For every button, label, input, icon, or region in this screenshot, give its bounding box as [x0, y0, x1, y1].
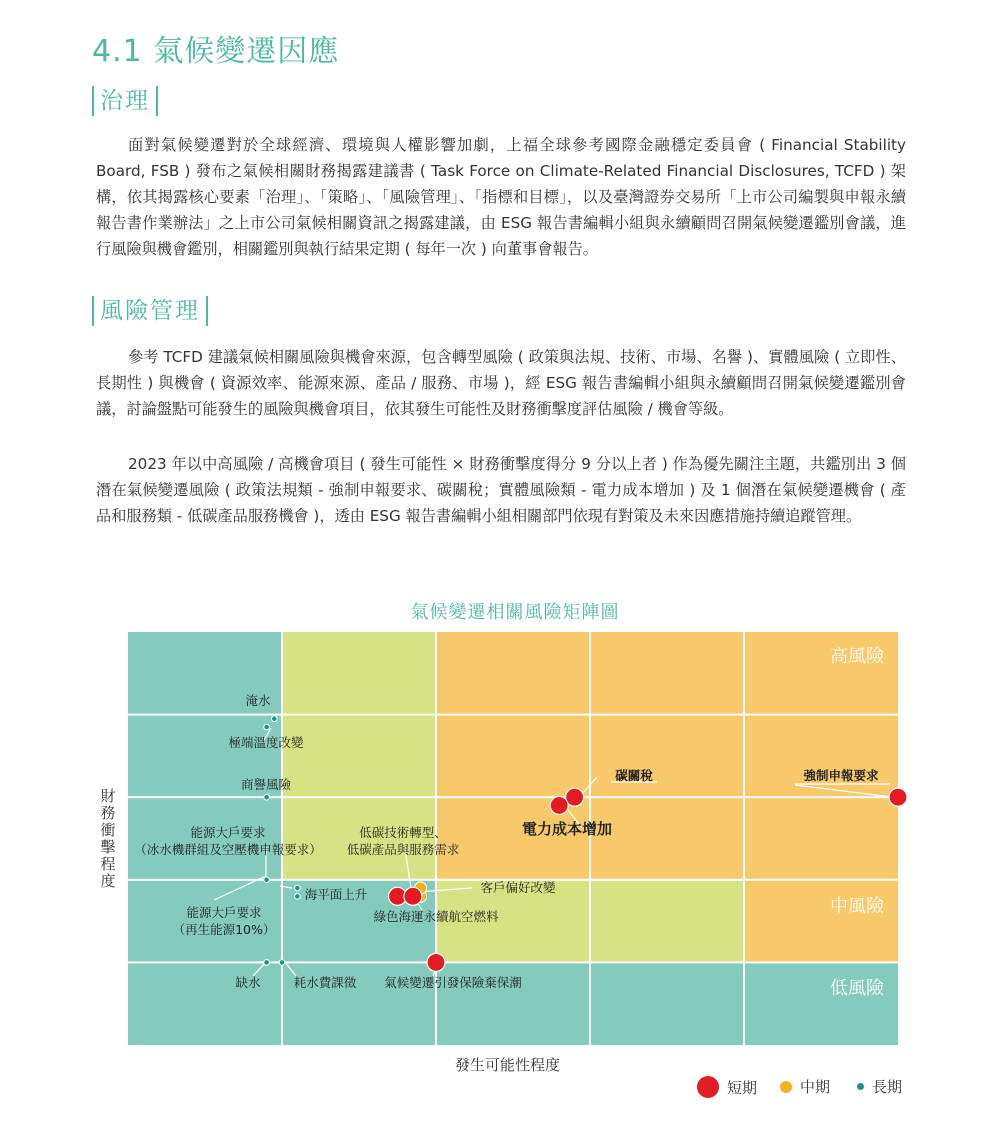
zone-label: 低風險 [830, 978, 884, 999]
legend-label-mid: 中期 [800, 1078, 831, 1096]
matrix-cell [437, 632, 589, 714]
risk-point-label-line: 缺水 [235, 975, 261, 990]
risk-point-label [294, 975, 357, 990]
matrix-cell [745, 798, 898, 879]
risk-point-label [305, 887, 368, 902]
matrix-cell [591, 881, 743, 962]
risk-point-label-line: （冰水機群組及空壓機申報要求） [134, 842, 322, 857]
risk-point-label-line: 耗水費課徵 [293, 975, 357, 990]
risk-point-label-line: 綠色海運永續航空燃料 [373, 909, 499, 924]
risk-point-label [373, 909, 499, 924]
risk-point-label-line: 電力成本增加 [521, 820, 613, 838]
risk-point [264, 877, 270, 883]
risk-point-label [384, 975, 522, 990]
risk-point-label-line: 淹水 [245, 693, 271, 708]
risk-point-label-line: 能源大戶要求 [186, 905, 262, 920]
risk-point [264, 794, 270, 800]
risk-point [889, 788, 907, 806]
matrix-cell [591, 716, 743, 797]
chart-y-axis-label: 財務衝擊程度 [100, 787, 116, 890]
matrix-cell [283, 632, 435, 714]
risk-point-label [245, 693, 271, 708]
risk-point [404, 887, 422, 905]
risk-point-label-line: 低碳技術轉型、 [359, 825, 447, 840]
risk-point-label [803, 768, 879, 783]
risk-point-label-line: 商譽風險 [240, 777, 292, 792]
legend-item-mid [780, 1076, 830, 1097]
legend-swatch-mid [780, 1081, 792, 1093]
matrix-cell [283, 716, 435, 797]
risk-point-label-line: 極端溫度改變 [228, 735, 304, 750]
matrix-cell [745, 881, 898, 962]
matrix-cell [591, 963, 743, 1045]
matrix-cell [745, 632, 898, 714]
legend-label-short: 短期 [727, 1078, 758, 1097]
risk-point [264, 960, 270, 966]
risk-point-label-line: （再生能源10%） [172, 922, 276, 937]
risk-point-label [228, 735, 304, 750]
risk-point [295, 885, 301, 891]
risk-point [279, 960, 285, 966]
risk-point-label-line: 氣候變遷引發保險棄保潮 [384, 975, 522, 990]
legend-item-short [697, 1076, 757, 1098]
matrix-cell [591, 632, 743, 714]
page-title: 4.1 氣候變遷因應 [92, 34, 340, 69]
risk-point-label-line: 強制申報要求 [803, 768, 879, 783]
chart-title: 氣候變遷相關風險矩陣圖 [410, 602, 620, 623]
risk-point-label [615, 768, 653, 783]
risk-point-label [235, 975, 261, 990]
matrix-cell [437, 716, 589, 797]
zone-label: 高風險 [830, 646, 884, 667]
risk-point-label-line: 碳關稅 [615, 768, 653, 783]
risk-point-label-line: 能源大戶要求 [190, 825, 266, 840]
matrix-cell [745, 963, 898, 1045]
section-title-governance: 治理 [92, 86, 158, 116]
risk-point [264, 724, 270, 730]
legend-swatch-long [857, 1083, 864, 1090]
risk-point [295, 894, 301, 900]
zone-label: 中風險 [830, 896, 884, 917]
risk-point [550, 796, 568, 814]
governance-paragraph: 面對氣候變遷對於全球經濟、環境與人權影響加劇，上福全球參考國際金融穩定委員會 ( Financial Stability Board, FSB ) 發布之氣候相關財務揭露建議書 ( Task Force on Climate-Related Financial Disclosures, TCFD ) 架構，依其揭露核心要素「治理」、「策略」、「風險管理」、「指標和目標」，以及臺灣證券交易所「上市公司編製與申報永續報告書作業辦法」之上市公司氣候相關資訊之揭露建議，由 ESG 報告書編輯小組與永續顧問召開氣候變遷鑑別會議，進行風險與機會鑑別，相關鑑別與執行結果定期 ( 每年一次 ) 向董事會報告。 [96, 136, 906, 258]
risk-point [427, 953, 445, 971]
section-title-risk-management: 風險管理 [92, 296, 208, 326]
matrix-cell [591, 798, 743, 879]
legend-swatch-short [697, 1076, 719, 1098]
chart-x-axis-label: 發生可能性程度 [455, 1056, 561, 1074]
risk-paragraph-1: 參考 TCFD 建議氣候相關風險與機會來源，包含轉型風險 ( 政策與法規、技術、市場、名譽 )、實體風險 ( 立即性、長期性 ) 與機會 ( 資源效率、能源來源、產品 / 服務、市場 )，經 ESG 報告書編輯小組與永續顧問召開氣候變遷鑑別會議，討論盤點可能發生的風險與機會項目，依其發生可能性及財務衝擊度評估風險 / 機會等級。 [96, 348, 906, 418]
risk-paragraph-2: 2023 年以中高風險 / 高機會項目 ( 發生可能性 × 財務衝擊度得分 9 分以上者 ) 作為優先關注主題，共鑑別出 3 個潛在氣候變遷風險 ( 政策法規類 - 強制申報要求、碳關稅；實體風險類 - 電力成本增加 ) 及 1 個潛在氣候變遷機會 ( 產品和服務類 - 低碳產品服務機會 )，透由 ESG 報告書編輯小組相關部門依現有對策及未來因應措施持續追蹤管理。 [96, 455, 906, 525]
risk-point-label-line: 海平面上升 [304, 887, 368, 902]
risk-point [272, 716, 278, 722]
risk-point-label-line: 客戶偏好改變 [480, 880, 556, 895]
legend-item-long [857, 1076, 902, 1097]
legend-label-long: 長期 [872, 1078, 903, 1096]
risk-point-label-line: 低碳產品與服務需求 [346, 842, 460, 857]
risk-point-label [241, 777, 292, 792]
risk-point-label [480, 880, 556, 895]
risk-point-label [522, 820, 612, 838]
